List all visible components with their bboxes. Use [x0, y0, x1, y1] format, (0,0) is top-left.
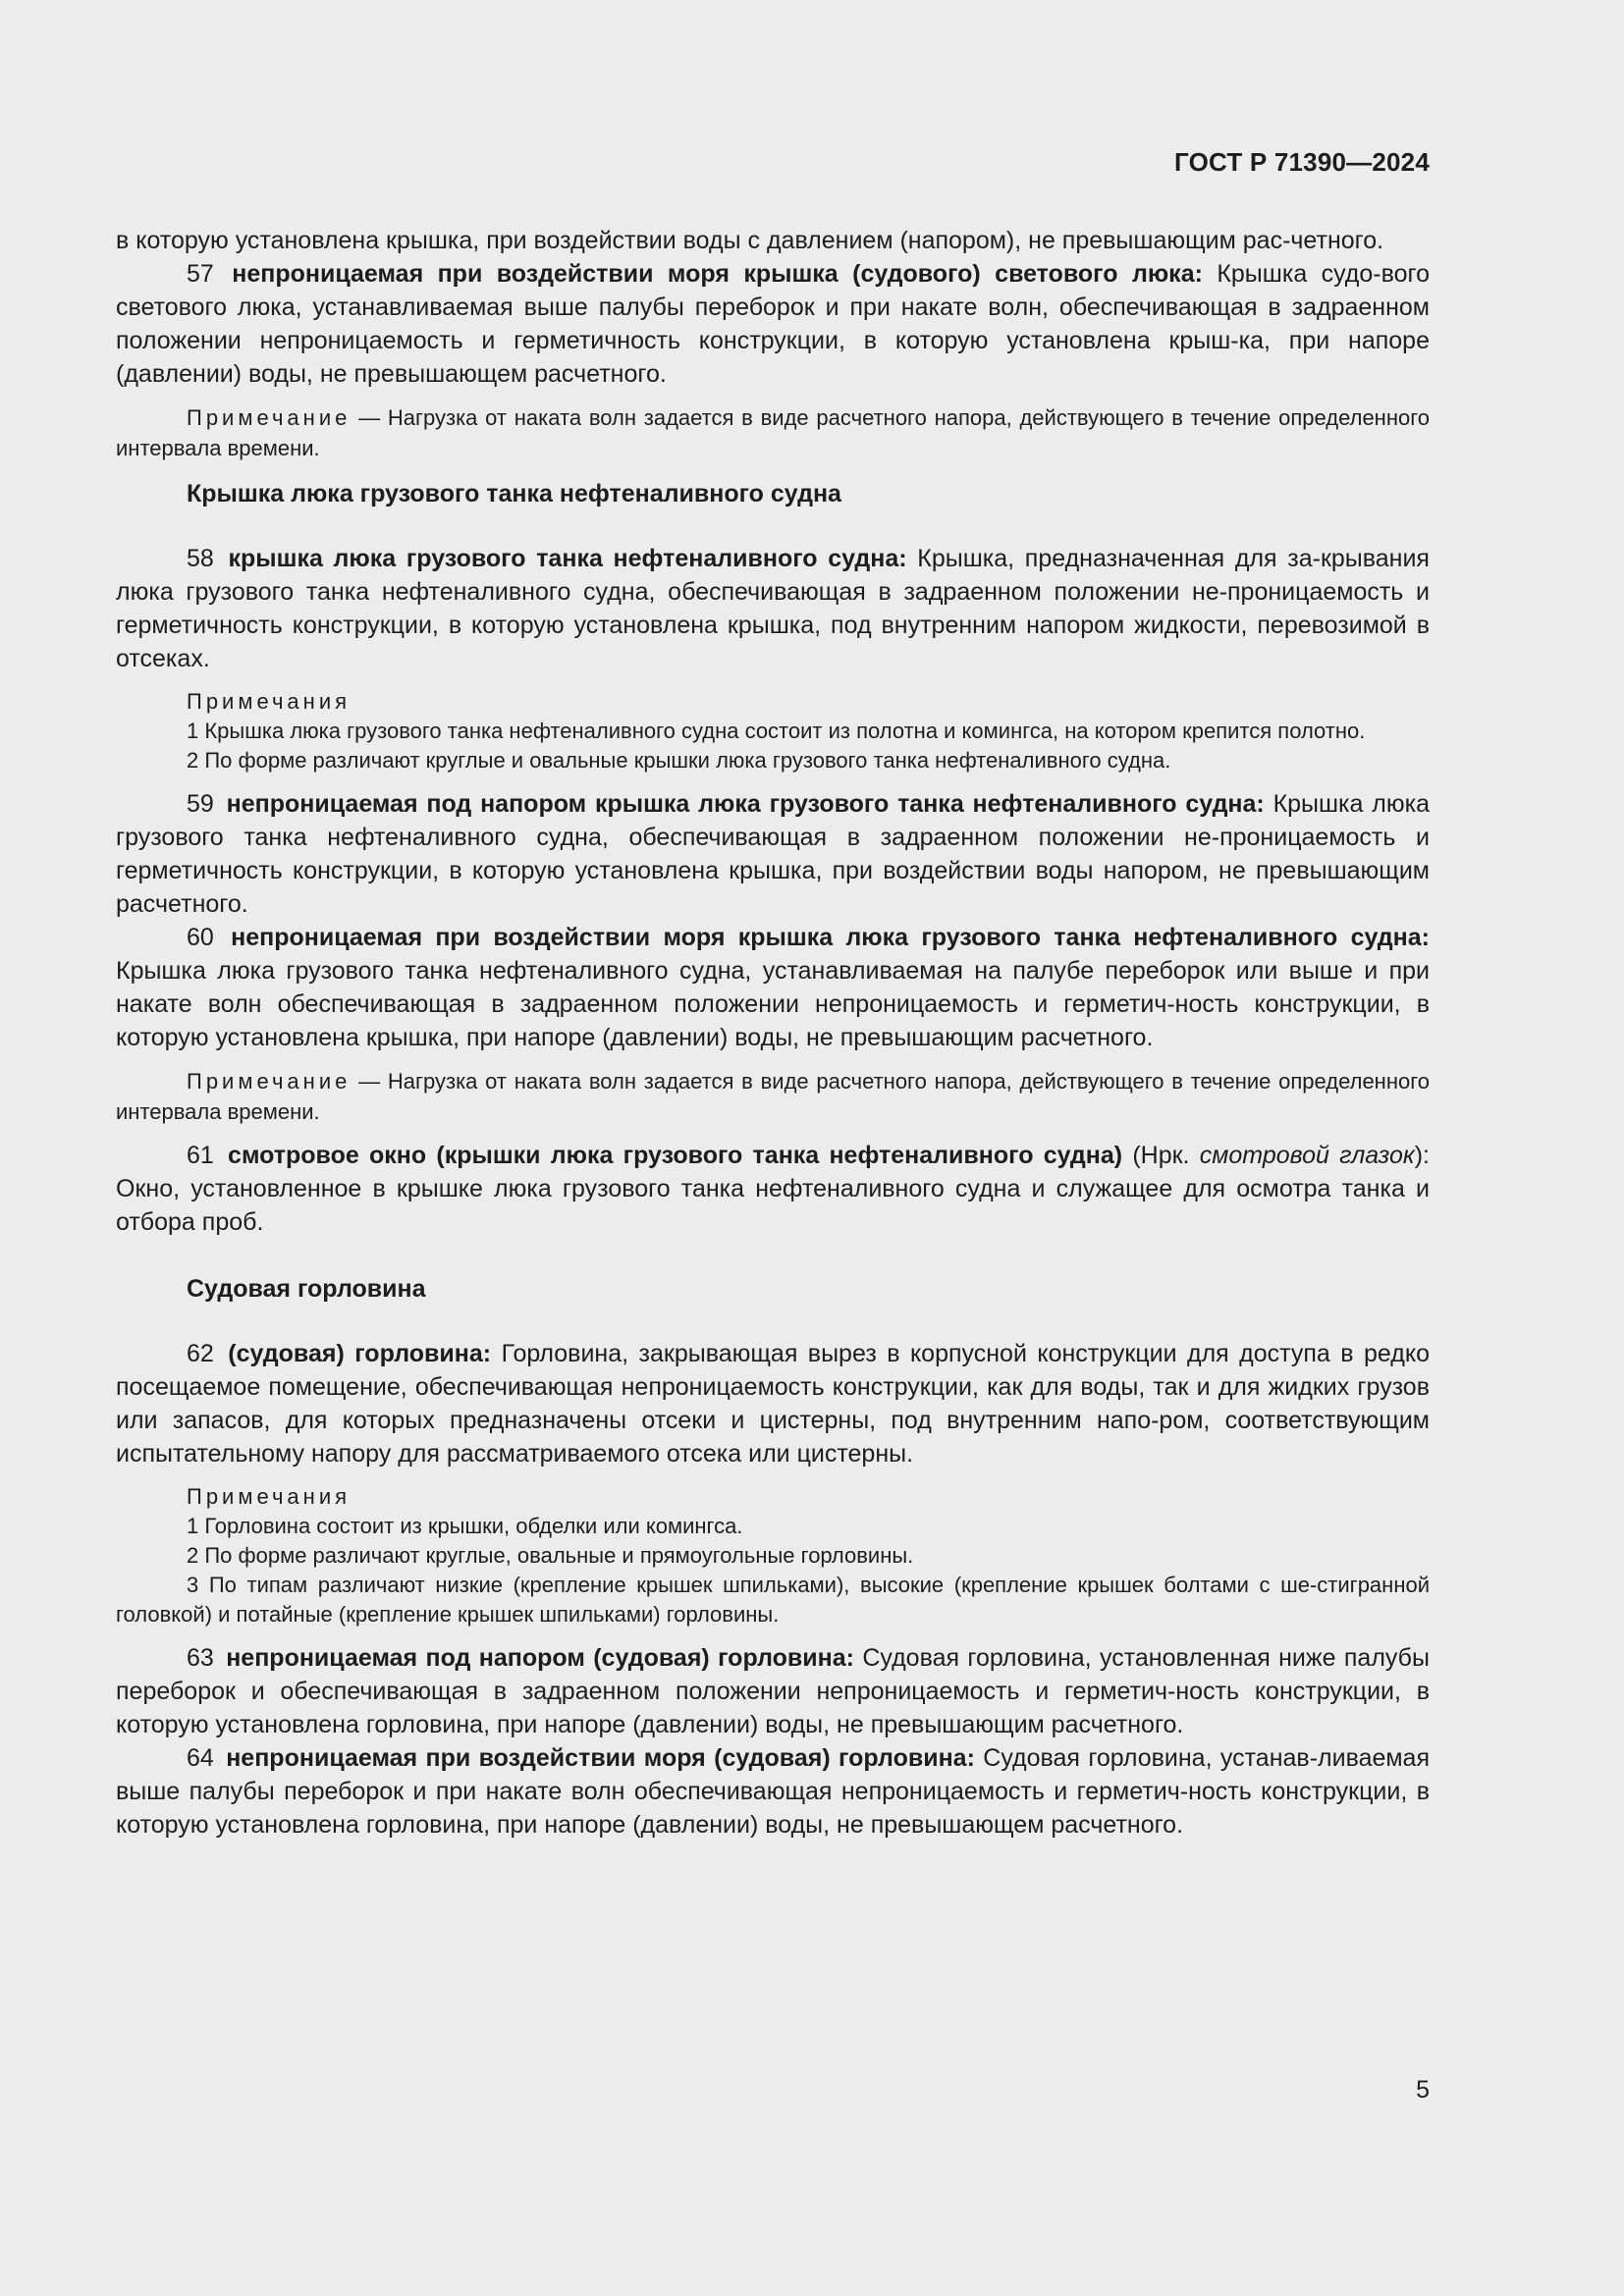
note-60: [116, 1066, 1430, 1127]
term-note-prefix: (Нрк.: [1122, 1142, 1200, 1169]
term-title: непроницаемая под напором крышка люка грузового танка нефтеналивного судна:: [226, 790, 1265, 818]
term-entry-58: [116, 542, 1430, 675]
page-content: [116, 224, 1430, 1842]
term-definition: Судовая горловина, установленная ниже палубы переборок и обеспечивающая в задраенном положении непроницаемость и герметич-ность конструкции, в которую установлена горловина, при напоре (давлении) воды, не превышающим расчетного.: [116, 1644, 1430, 1738]
paragraph-continuation: в которую установлена крышка, при воздействии воды с давлением (напором), не превышающим рас-четного.: [116, 227, 1384, 254]
term-definition: Горловина, закрывающая вырез в корпусной конструкции для доступа в редко посещаемое помещение, обеспечивающая непроницаемость конструкции, как для воды, так и для жидких грузов или запасов, для которых предназначены отсеки и цистерны, под внутренним напо-ром, соответствующим испытательному напору для рассматриваемого отсека или цистерны.: [116, 1340, 1430, 1468]
note-57: [116, 402, 1430, 463]
term-definition: Крышка, предназначенная для за-крывания люка грузового танка нефтеналивного судна, обеспечивающая в задраенном положении не-проницаемость и герметичность конструкции, в которую установлена крышка, под внутренним напором жидкости, перевозимой в отсеках.: [116, 545, 1430, 672]
term-number: 57: [187, 260, 214, 288]
term-title: непроницаемая при воздействии моря крышка люка грузового танка нефтеналивного судна:: [231, 924, 1430, 951]
term-definition: ): Окно, установленное в крышке люка грузового танка нефтеналивного судна и служащее для осмотра танка и отбора проб.: [116, 1142, 1430, 1236]
term-number: 59: [187, 790, 214, 818]
term-entry-59: [116, 787, 1430, 921]
term-entry-64: [116, 1741, 1430, 1842]
document-id: ГОСТ Р 71390—2024: [1174, 147, 1430, 177]
term-title: непроницаемая при воздействии моря (судовая) горловина:: [226, 1744, 975, 1772]
term-number: 63: [187, 1644, 214, 1672]
notes-label-62: Примечания: [187, 1484, 352, 1509]
page-number: 5: [1416, 2076, 1430, 2104]
term-entry-61: [116, 1139, 1430, 1239]
term-number: 62: [187, 1340, 214, 1367]
term-title: непроницаемая под напором (судовая) горловина:: [226, 1644, 854, 1672]
note-item: 2 По форме различают круглые, овальные и прямоугольные горловины.: [187, 1543, 914, 1568]
note-text: — Нагрузка от наката волн задается в виде расчетного напора, действующего в течение определенного интервала времени.: [116, 405, 1430, 460]
document-page: [116, 0, 1430, 2296]
note-item: 1 Горловина состоит из крышки, обделки или комингса.: [187, 1514, 743, 1538]
term-definition: Крышка люка грузового танка нефтеналивного судна, устанавливаемая на палубе переборок или выше и при накате волн обеспечивающая в задраенном положении непроницаемость и герметич-ность конструкции, в которую установлена крышка, при напоре (давлении) воды, не превышающим расчетного.: [116, 957, 1430, 1051]
term-title: смотровое окно (крышки люка грузового танка нефтеналивного судна): [228, 1142, 1123, 1169]
note-item: 3 По типам различают низкие (крепление крышек шпильками), высокие (крепление крышек болтами с ше-стигранной головкой) и потайные (крепление крышек шпильками) горловины.: [116, 1573, 1430, 1627]
section-heading-tank-hatch-cover: Крышка люка грузового танка нефтеналивного судна: [187, 480, 841, 507]
term-number: 60: [187, 924, 214, 951]
section-heading-ship-manhole: Судовая горловина: [187, 1275, 426, 1303]
term-entry-62: [116, 1337, 1430, 1470]
term-number: 61: [187, 1142, 214, 1169]
term-entry-60: [116, 921, 1430, 1054]
term-title: (судовая) горловина:: [228, 1340, 492, 1367]
term-title: непроницаемая при воздействии моря крышка (судового) светового люка:: [232, 260, 1203, 288]
note-label: Примечание: [187, 405, 352, 430]
term-definition: Судовая горловина, устанав-ливаемая выше палубы переборок и при накате волн обеспечивающая непроницаемость и герметич-ность конструкции, в которую установлена горловина, при напоре (давлении) воды, не превышающем расчетного.: [116, 1744, 1431, 1839]
term-deprecated-synonym: смотровой глазок: [1199, 1142, 1415, 1169]
term-title: крышка люка грузового танка нефтеналивного судна:: [228, 545, 907, 572]
term-number: 58: [187, 545, 214, 572]
term-number: 64: [187, 1744, 214, 1772]
note-item: 1 Крышка люка грузового танка нефтеналивного судна состоит из полотна и комингса, на котором крепится полотно.: [187, 719, 1366, 743]
term-definition: Крышка судо-вого светового люка, устанавливаемая выше палубы переборок и при накате волн, обеспечивающая в задраенном положении непроницаемость и герметичность конструкции, в которую установлена крыш-ка, при напоре (давлении) воды, не превышающем расчетного.: [116, 260, 1430, 388]
note-item: 2 По форме различают круглые и овальные крышки люка грузового танка нефтеналивного судна.: [187, 748, 1171, 773]
term-entry-63: [116, 1641, 1430, 1741]
note-label: Примечание: [187, 1069, 352, 1094]
note-text: — Нагрузка от наката волн задается в виде расчетного напора, действующего в течение определенного интервала времени.: [116, 1069, 1430, 1124]
term-entry-57: [116, 257, 1430, 391]
notes-label-58: Примечания: [187, 689, 352, 714]
term-definition: Крышка люка грузового танка нефтеналивного судна, обеспечивающая в задраенном положении не-проницаемость и герметичность конструкции, в которую установлена крышка, при воздействии воды напором, не превышающим расчетного.: [116, 790, 1430, 918]
